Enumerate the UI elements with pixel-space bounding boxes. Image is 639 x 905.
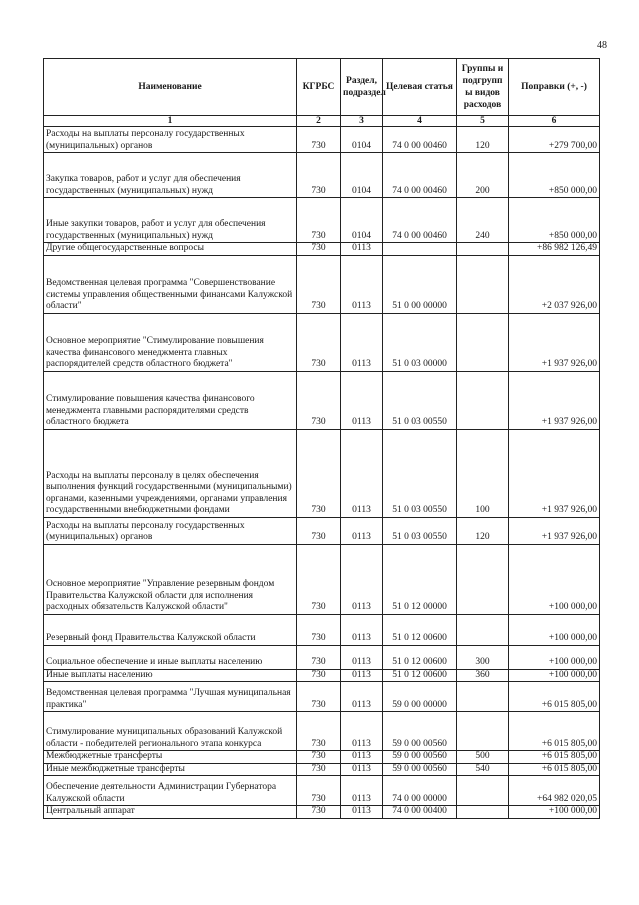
- table-row: [44, 243, 600, 256]
- row-name: Другие общегосударственные вопросы: [44, 243, 297, 256]
- row-name: Ведомственная целевая программа "Лучшая муниципальная практика": [44, 682, 297, 712]
- row-amount: +279 700,00: [509, 127, 600, 153]
- table-row: [44, 669, 600, 682]
- row-target: 51 0 03 00000: [383, 313, 457, 371]
- row-name: Стимулирование повышения качества финансового менеджмента главными распорядителями средств областного бюджета: [44, 371, 297, 429]
- row-section: 0113: [341, 806, 383, 819]
- row-section: 0104: [341, 198, 383, 243]
- row-group: [457, 544, 509, 614]
- row-kgrbs: 730: [297, 127, 341, 153]
- row-name: Расходы на выплаты персоналу в целях обеспечения выполнения функций государственными (муниципальными) органами, казенными учреждениями, органами управления государственными внебюджетными фондами: [44, 429, 297, 517]
- table-row: [44, 763, 600, 776]
- row-group: 120: [457, 127, 509, 153]
- row-amount: +2 037 926,00: [509, 255, 600, 313]
- row-amount: +100 000,00: [509, 614, 600, 645]
- row-amount: +1 937 926,00: [509, 429, 600, 517]
- row-kgrbs: 730: [297, 371, 341, 429]
- column-number-row: [44, 116, 600, 127]
- row-section: 0113: [341, 645, 383, 669]
- row-section: 0113: [341, 712, 383, 751]
- row-group: [457, 776, 509, 806]
- table-row: [44, 313, 600, 371]
- row-name: Ведомственная целевая программа "Совершенствование системы управления общественными финансами Калужской области": [44, 255, 297, 313]
- row-section: 0113: [341, 429, 383, 517]
- row-target: 74 0 00 00460: [383, 198, 457, 243]
- table-row: [44, 371, 600, 429]
- table-row: [44, 751, 600, 764]
- row-section: 0113: [341, 517, 383, 544]
- row-kgrbs: 730: [297, 544, 341, 614]
- row-amount: +64 982 020,05: [509, 776, 600, 806]
- row-target: 59 0 00 00560: [383, 712, 457, 751]
- table-row: [44, 517, 600, 544]
- row-section: 0104: [341, 127, 383, 153]
- row-amount: +850 000,00: [509, 153, 600, 198]
- row-name: Основное мероприятие "Управление резервным фондом Правительства Калужской области для исполнения расходных обязательств Калужской области": [44, 544, 297, 614]
- col-number: 3: [341, 116, 383, 127]
- row-kgrbs: 730: [297, 614, 341, 645]
- row-group: [457, 614, 509, 645]
- row-group: [457, 243, 509, 256]
- table-row: [44, 153, 600, 198]
- row-target: 51 0 12 00600: [383, 614, 457, 645]
- table-row: [44, 645, 600, 669]
- row-target: 51 0 00 00000: [383, 255, 457, 313]
- row-kgrbs: 730: [297, 682, 341, 712]
- row-group: [457, 806, 509, 819]
- row-section: 0113: [341, 243, 383, 256]
- table-row: [44, 776, 600, 806]
- row-kgrbs: 730: [297, 763, 341, 776]
- row-group: 500: [457, 751, 509, 764]
- row-target: 51 0 03 00550: [383, 429, 457, 517]
- row-group: 200: [457, 153, 509, 198]
- row-amount: +6 015 805,00: [509, 763, 600, 776]
- row-group: [457, 682, 509, 712]
- row-name: Социальное обеспечение и иные выплаты населению: [44, 645, 297, 669]
- row-kgrbs: 730: [297, 255, 341, 313]
- row-name: Межбюджетные трансферты: [44, 751, 297, 764]
- row-name: Закупка товаров, работ и услуг для обеспечения государственных (муниципальных) нужд: [44, 153, 297, 198]
- row-target: 51 0 12 00600: [383, 645, 457, 669]
- row-kgrbs: 730: [297, 153, 341, 198]
- row-target: [383, 243, 457, 256]
- row-target: 51 0 12 00600: [383, 669, 457, 682]
- row-target: 74 0 00 00400: [383, 806, 457, 819]
- row-name: Иные закупки товаров, работ и услуг для обеспечения государственных (муниципальных) нужд: [44, 198, 297, 243]
- row-group: 300: [457, 645, 509, 669]
- row-group: 100: [457, 429, 509, 517]
- header-groups: Группы и подгрупп ы видов расходов: [457, 59, 509, 116]
- row-name: Стимулирование муниципальных образований Калужской области - победителей регионального этапа конкурса: [44, 712, 297, 751]
- row-section: 0113: [341, 313, 383, 371]
- row-kgrbs: 730: [297, 806, 341, 819]
- row-section: 0113: [341, 776, 383, 806]
- row-group: [457, 313, 509, 371]
- row-name: Обеспечение деятельности Администрации Губернатора Калужской области: [44, 776, 297, 806]
- row-amount: +6 015 805,00: [509, 712, 600, 751]
- row-group: 240: [457, 198, 509, 243]
- row-kgrbs: 730: [297, 313, 341, 371]
- row-amount: +1 937 926,00: [509, 371, 600, 429]
- header-kgrbs: КГРБС: [297, 59, 341, 116]
- row-target: 59 0 00 00560: [383, 751, 457, 764]
- row-amount: +100 000,00: [509, 645, 600, 669]
- row-kgrbs: 730: [297, 751, 341, 764]
- row-target: 74 0 00 00460: [383, 153, 457, 198]
- row-kgrbs: 730: [297, 429, 341, 517]
- row-group: [457, 255, 509, 313]
- col-number: 5: [457, 116, 509, 127]
- table-row: [44, 127, 600, 153]
- table-row: [44, 429, 600, 517]
- row-section: 0113: [341, 255, 383, 313]
- row-kgrbs: 730: [297, 712, 341, 751]
- row-group: 360: [457, 669, 509, 682]
- row-kgrbs: 730: [297, 645, 341, 669]
- row-kgrbs: 730: [297, 517, 341, 544]
- row-section: 0113: [341, 669, 383, 682]
- row-target: 51 0 12 00000: [383, 544, 457, 614]
- table-row: [44, 544, 600, 614]
- row-amount: +100 000,00: [509, 806, 600, 819]
- row-section: 0113: [341, 544, 383, 614]
- row-name: Расходы на выплаты персоналу государственных (муниципальных) органов: [44, 127, 297, 153]
- table-row: [44, 712, 600, 751]
- row-section: 0113: [341, 682, 383, 712]
- row-name: Основное мероприятие "Стимулирование повышения качества финансового менеджмента главных распорядителей средств областного бюджета": [44, 313, 297, 371]
- row-kgrbs: 730: [297, 243, 341, 256]
- table-row: [44, 198, 600, 243]
- row-target: 74 0 00 00000: [383, 776, 457, 806]
- header-target: Целевая статья: [383, 59, 457, 116]
- row-amount: +850 000,00: [509, 198, 600, 243]
- row-amount: +100 000,00: [509, 544, 600, 614]
- row-name: Иные межбюджетные трансферты: [44, 763, 297, 776]
- header-row: [44, 59, 600, 116]
- row-amount: +100 000,00: [509, 669, 600, 682]
- table-row: [44, 614, 600, 645]
- header-name: Наименование: [44, 59, 297, 116]
- col-number: 6: [509, 116, 600, 127]
- table-row: [44, 806, 600, 819]
- row-group: 120: [457, 517, 509, 544]
- row-group: [457, 712, 509, 751]
- row-name: Центральный аппарат: [44, 806, 297, 819]
- row-name: Резервный фонд Правительства Калужской области: [44, 614, 297, 645]
- row-amount: +1 937 926,00: [509, 313, 600, 371]
- row-section: 0113: [341, 751, 383, 764]
- page-number: 48: [597, 40, 607, 51]
- row-section: 0113: [341, 614, 383, 645]
- row-target: 51 0 03 00550: [383, 371, 457, 429]
- row-target: 51 0 03 00550: [383, 517, 457, 544]
- row-name: Иные выплаты населению: [44, 669, 297, 682]
- row-target: 74 0 00 00460: [383, 127, 457, 153]
- row-group: 540: [457, 763, 509, 776]
- budget-amendments-table: [43, 58, 600, 819]
- row-group: [457, 371, 509, 429]
- row-kgrbs: 730: [297, 198, 341, 243]
- row-amount: +6 015 805,00: [509, 751, 600, 764]
- col-number: 1: [44, 116, 297, 127]
- header-amend: Поправки (+, -): [509, 59, 600, 116]
- row-section: 0113: [341, 371, 383, 429]
- row-amount: +86 982 126,49: [509, 243, 600, 256]
- row-amount: +6 015 805,00: [509, 682, 600, 712]
- table-row: [44, 255, 600, 313]
- col-number: 4: [383, 116, 457, 127]
- table-row: [44, 682, 600, 712]
- row-target: 59 0 00 00000: [383, 682, 457, 712]
- header-section: Раздел, подраздел: [341, 59, 383, 116]
- row-section: 0113: [341, 763, 383, 776]
- row-kgrbs: 730: [297, 669, 341, 682]
- col-number: 2: [297, 116, 341, 127]
- row-name: Расходы на выплаты персоналу государственных (муниципальных) органов: [44, 517, 297, 544]
- row-target: 59 0 00 00560: [383, 763, 457, 776]
- row-kgrbs: 730: [297, 776, 341, 806]
- row-section: 0104: [341, 153, 383, 198]
- row-amount: +1 937 926,00: [509, 517, 600, 544]
